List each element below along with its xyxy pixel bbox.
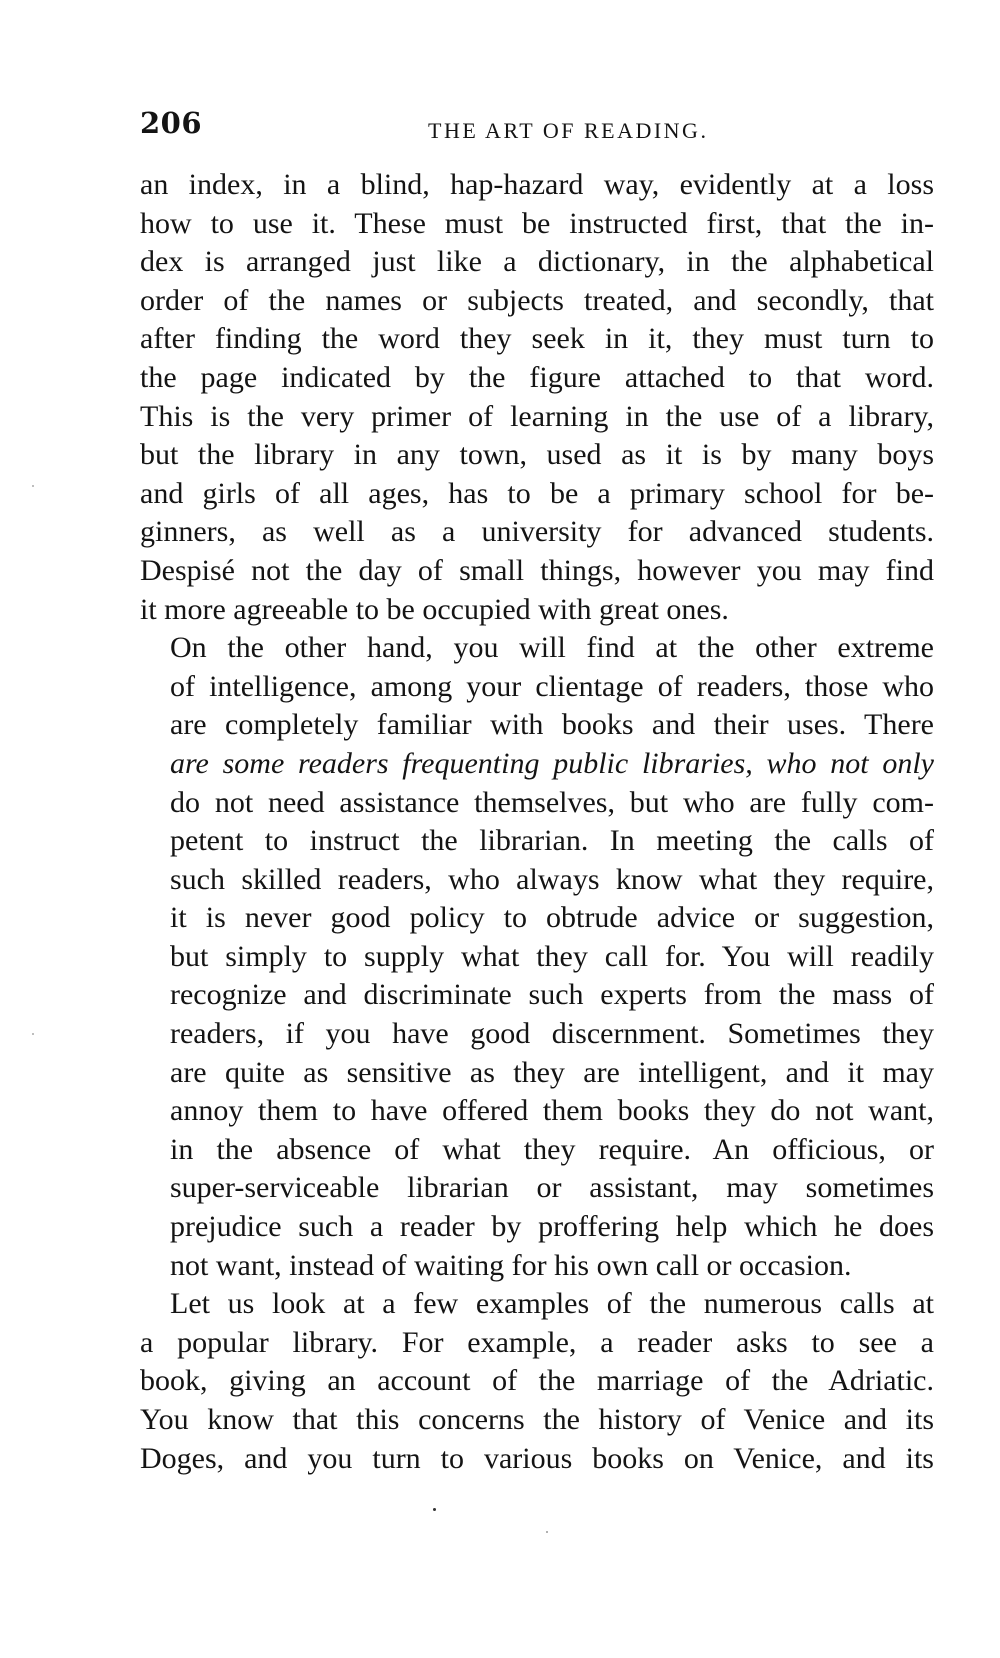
text-line: Despisé not the day of small things, however you may find	[140, 553, 934, 587]
page-header	[140, 106, 940, 146]
text-line: an index, in a blind, hap-hazard way, evidently at a loss	[140, 168, 934, 201]
text-line: it more agreeable to be occupied with great ones.	[140, 592, 729, 626]
text-line: readers, if you have good discernment. Sometimes they	[170, 1017, 934, 1051]
text-line: how to use it. These must be instructed first, that the in-	[140, 206, 934, 240]
ink-speck	[433, 1508, 436, 1511]
text-line: petent to instruct the librarian. In meeting the calls of	[170, 824, 934, 858]
text-line: not want, instead of waiting for his own call or occasion.	[170, 1248, 852, 1282]
text-line: You know that this concerns the history of Venice and its	[140, 1403, 934, 1436]
text-line: but the library in any town, used as it is by many boys	[140, 438, 934, 472]
ink-speck	[32, 485, 34, 487]
text-line: dex is arranged just like a dictionary, in the alphabetical	[140, 245, 934, 279]
ink-speck	[546, 1531, 548, 1533]
text-line: are completely familiar with books and their uses. There	[170, 708, 934, 742]
text-line: On the other hand, you will find at the other extreme	[170, 631, 934, 665]
italic-phrase: are some readers frequenting public libraries, who not only	[170, 746, 934, 780]
text-line: This is the very primer of learning in the use of a library,	[140, 399, 934, 433]
paragraph-3	[140, 1285, 934, 1478]
text-line: of intelligence, among your clientage of readers, those who	[170, 669, 934, 703]
text-line: prejudice such a reader by proffering help which he does	[170, 1210, 934, 1244]
text-line: and girls of all ages, has to be a primary school for be-	[140, 476, 934, 510]
text-line: annoy them to have offered them books they do not want,	[170, 1094, 934, 1128]
text-line: ginners, as well as a university for advanced students.	[140, 515, 934, 549]
text-line: recognize and discriminate such experts from the mass of	[170, 978, 934, 1012]
italic-text-line	[140, 745, 934, 784]
text-line: Doges, and you turn to various books on Venice, and its	[140, 1441, 934, 1475]
text-line: Let us look at a few examples of the numerous calls at	[170, 1287, 934, 1321]
paragraph-1	[140, 166, 934, 629]
text-line: but simply to supply what they call for. You will readily	[170, 939, 934, 973]
text-line: in the absence of what they require. An officious, or	[170, 1132, 934, 1166]
paragraph-2	[140, 629, 934, 1285]
text-line: do not need assistance themselves, but who are fully com-	[170, 785, 934, 819]
running-title: THE ART OF READING.	[428, 118, 709, 143]
text-line: super-serviceable librarian or assistant, may sometimes	[170, 1171, 934, 1205]
text-line: a popular library. For example, a reader asks to see a	[140, 1325, 934, 1359]
text-line: it is never good policy to obtrude advice or suggestion,	[170, 901, 934, 935]
text-line: order of the names or subjects treated, and secondly, that	[140, 283, 934, 317]
text-line: book, giving an account of the marriage of the Adriatic.	[140, 1364, 934, 1398]
ink-speck	[32, 1033, 34, 1035]
text-line: the page indicated by the figure attached to that word.	[140, 360, 934, 394]
text-line: such skilled readers, who always know what they require,	[170, 862, 934, 896]
text-line: after finding the word they seek in it, they must turn to	[140, 322, 934, 356]
page-number: 206	[140, 106, 203, 140]
body-text	[140, 166, 934, 1478]
text-line: are quite as sensitive as they are intelligent, and it may	[170, 1055, 934, 1089]
